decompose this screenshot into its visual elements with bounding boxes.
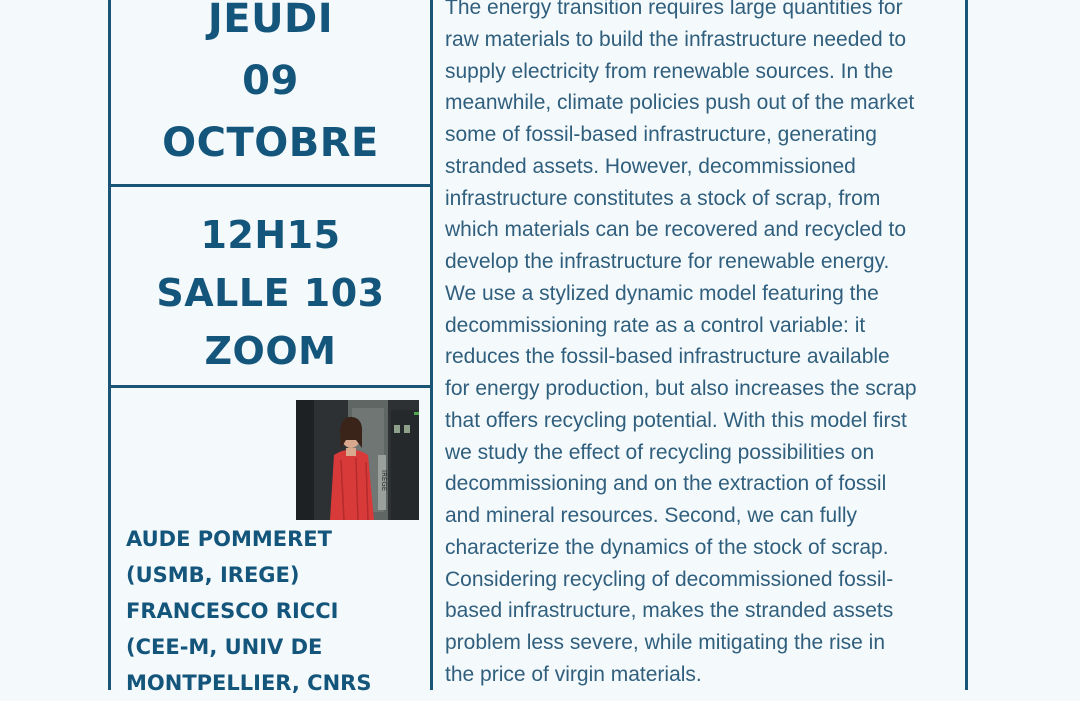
abstract-line: infrastructure constitutes a stock of scrap, from	[445, 186, 881, 210]
abstract-line: the price of virgin materials.	[445, 662, 702, 686]
abstract-line: we study the effect of recycling possibilities on	[445, 440, 875, 464]
speaker-1-name: AUDE POMMERET	[126, 527, 332, 551]
event-date	[111, 0, 430, 174]
abstract-line: for energy production, but also increases the scrap	[445, 377, 917, 400]
speaker-2-affiliation: (CEE-M, UNIV DE	[126, 635, 323, 659]
abstract-line: based infrastructure, makes the stranded assets	[445, 599, 894, 623]
abstract-line: that offers recycling potential. With this model first	[445, 408, 907, 432]
column-divider	[430, 0, 433, 690]
speaker-1-affiliation: (USMB, IREGE)	[126, 563, 300, 587]
event-time: 12H15	[200, 213, 341, 257]
abstract-line: We use a stylized dynamic model featuring the	[445, 281, 879, 305]
abstract-line: characterize the dynamics of the stock of scrap.	[445, 535, 889, 559]
speaker-photo	[296, 400, 419, 520]
speaker-photo-illustration	[296, 400, 419, 520]
speaker-2-affiliation-cont: MONTPELLIER, CNRS	[126, 671, 372, 695]
speaker-2-name: FRANCESCO RICCI	[126, 599, 339, 623]
section-divider-time	[108, 385, 433, 388]
event-date-number: 09	[242, 58, 299, 104]
event-day: JEUDI	[207, 0, 334, 42]
abstract-line: which materials can be recovered and recycled to	[445, 218, 907, 242]
abstract-line: supply electricity from renewable sources. In the	[445, 59, 894, 83]
event-room: SALLE 103	[156, 271, 385, 315]
abstract-line: problem less severe, while mitigating the rise in	[445, 631, 886, 654]
abstract-line: stranded assets. However, decommissioned	[445, 154, 856, 178]
event-month: OCTOBRE	[162, 120, 379, 166]
abstract-line: decommissioning and on the extraction of fossil	[445, 472, 887, 496]
abstract-line: develop the infrastructure for renewable energy.	[445, 250, 890, 273]
abstract-line: decommissioning rate as a control variable: it	[445, 313, 866, 337]
abstract-line: some of fossil-based infrastructure, generating	[445, 123, 877, 146]
abstract-line: Considering recycling of decommissioned fossil-	[445, 567, 894, 591]
photo-sign-text: IREGE	[380, 470, 388, 492]
abstract-line: raw materials to build the infrastructure needed to	[445, 27, 907, 51]
abstract-line: and mineral resources. Second, we can fully	[445, 504, 858, 527]
event-time-location	[111, 206, 430, 380]
abstract	[445, 0, 965, 691]
speakers-list	[126, 521, 426, 701]
section-divider-date	[108, 184, 433, 187]
abstract-line: The energy transition requires large quantities for	[445, 0, 903, 19]
abstract-line: meanwhile, climate policies push out of the market	[445, 91, 915, 115]
abstract-line: reduces the fossil-based infrastructure available	[445, 345, 890, 369]
event-format: ZOOM	[204, 329, 337, 373]
